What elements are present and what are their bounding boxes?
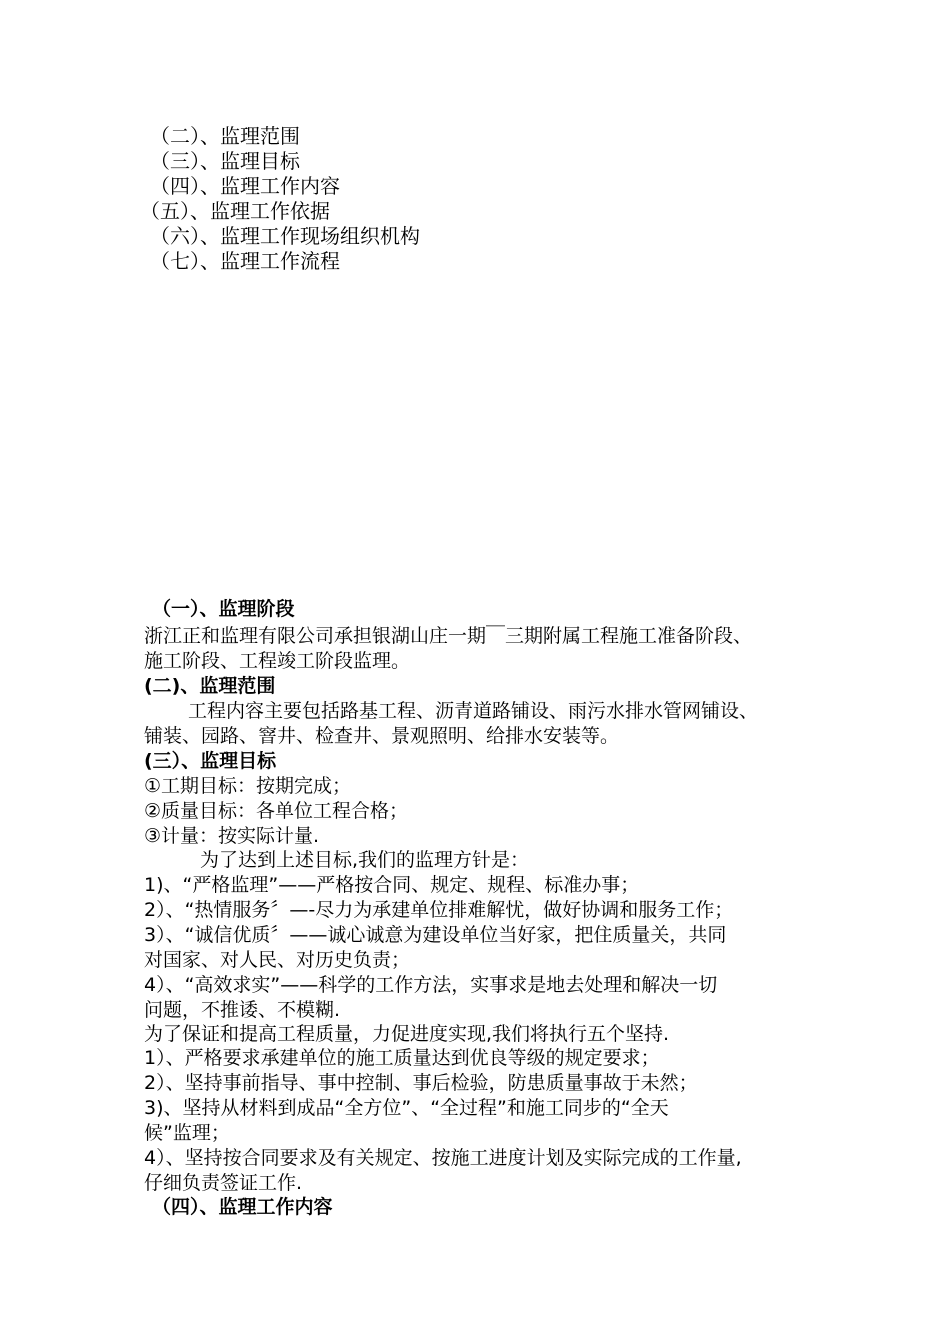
policy-item: 2）、“热情服务〞—-尽力为承建单位排难解忧，做好协调和服务工作；	[144, 899, 734, 921]
toc-item-objectives: （三）、监理目标	[150, 149, 300, 173]
paragraph-line: 浙江正和监理有限公司承担银湖山庄一期￣三期附属工程施工准备阶段、	[144, 625, 753, 647]
toc-item-work-content: （四）、监理工作内容	[150, 174, 340, 198]
goal-item: ③计量：按实际计量.	[144, 825, 320, 847]
section-heading-work-content: （四）、监理工作内容	[152, 1196, 333, 1218]
toc-item-scope: （二）、监理范围	[150, 124, 300, 148]
paragraph-line: 铺装、园路、窨井、检查井、景观照明、给排水安装等。	[144, 725, 620, 747]
policy-item: 1)、“严格监理”——严格按合同、规定、规程、标准办事；	[144, 874, 640, 896]
toc-item-site-organization: （六）、监理工作现场组织机构	[150, 224, 420, 248]
adhere-item: 4）、坚持按合同要求及有关规定、按施工进度计划及实际完成的工作量,	[144, 1147, 742, 1169]
policy-intro: 为了达到上述目标,我们的监理方针是：	[200, 849, 530, 871]
policy-item-continued: 对国家、对人民、对历史负责；	[144, 949, 411, 971]
adhere-item-continued: 候”监理；	[144, 1122, 230, 1144]
section-heading-stage: （一）、监理阶段	[152, 598, 295, 620]
adhere-item: 1）、严格要求承建单位的施工质量达到优良等级的规定要求；	[144, 1047, 660, 1069]
section-heading-objectives: (三）、监理目标	[144, 750, 277, 772]
adhere-item: 3)、坚持从材料到成品“全方位”、“全过程”和施工同步的“全天	[144, 1097, 669, 1119]
policy-item-continued: 问题，不推诿、不模糊.	[144, 999, 341, 1021]
adhere-item-continued: 仔细负责签证工作.	[144, 1172, 303, 1194]
paragraph-line: 施工阶段、工程竣工阶段监理。	[144, 650, 411, 672]
toc-item-workflow: （七）、监理工作流程	[150, 249, 340, 273]
paragraph-line: 工程内容主要包括路基工程、沥青道路铺设、雨污水排水管网铺设、	[188, 700, 759, 722]
section-heading-scope: (二)、监理范围	[144, 675, 276, 697]
policy-item: 4）、“高效求实”——科学的工作方法，实事求是地去处理和解决一切	[144, 974, 718, 996]
policy-item: 3）、“诚信优质〞——诚心诚意为建设单位当好家，把住质量关，共同	[144, 924, 727, 946]
toc-item-work-basis: （五）、监理工作依据	[140, 199, 330, 223]
adhere-item: 2）、坚持事前指导、事中控制、事后检验，防患质量事故于未然；	[144, 1072, 698, 1094]
goal-item: ①工期目标：按期完成；	[144, 775, 352, 797]
adhere-intro: 为了保证和提高工程质量，力促进度实现,我们将执行五个坚持.	[144, 1023, 670, 1045]
goal-item: ②质量目标：各单位工程合格；	[144, 800, 409, 822]
